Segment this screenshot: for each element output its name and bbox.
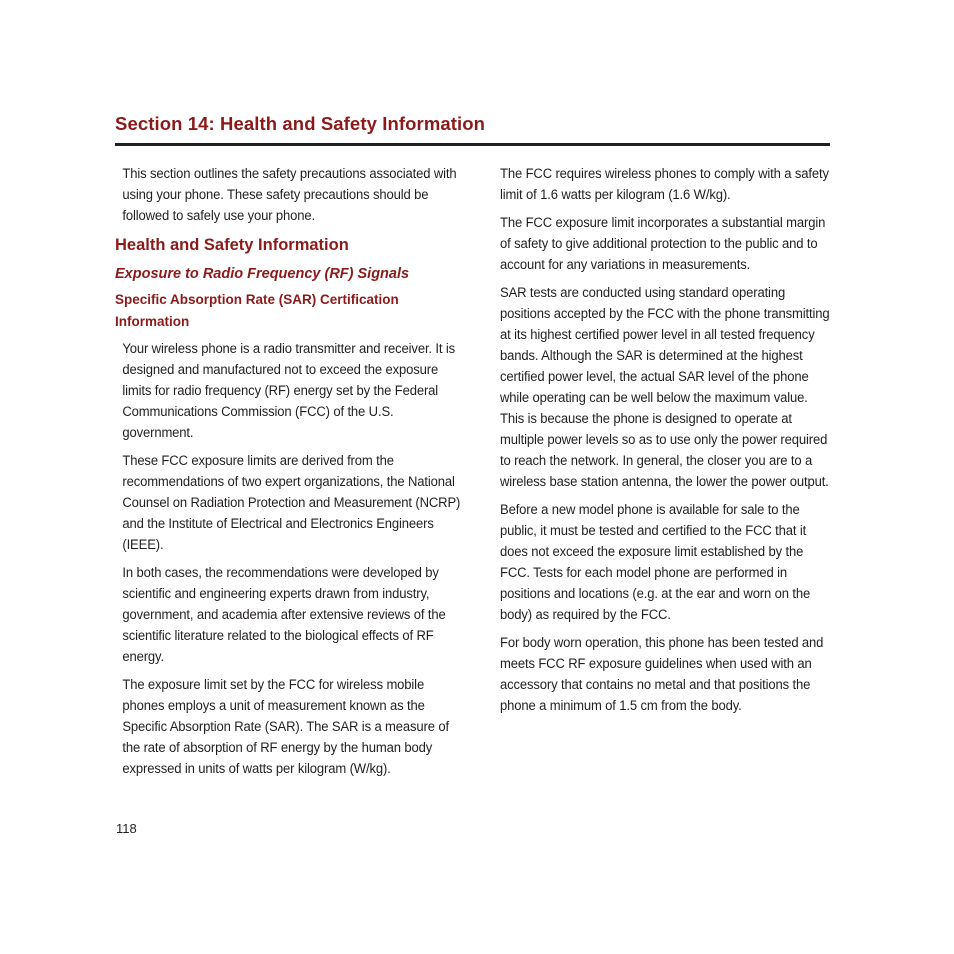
body-paragraph: Before a new model phone is available for sale to the public, it must be tested and certified to the FCC that it does not exceed the exposure limit established by the FCC. Tests for each model phone are performed in positions and locations (e.g. at the ear and worn on the body) as required by the FCC. xyxy=(500,502,811,623)
health-safety-heading: Health and Safety Information xyxy=(115,236,349,254)
body-paragraph: The FCC requires wireless phones to comply with a safety limit of 1.6 watts per kilogram (1.6 W/kg). xyxy=(500,166,829,203)
body-paragraph: SAR tests are conducted using standard operating positions accepted by the FCC with the phone transmitting at its highest certified power level in all tested frequency bands. Although the SAR is determined at the highest certified power level, the actual SAR level of the phone while operating can be well below the maximum value. This is because the phone is designed to operate at multiple power levels so as to use only the power required to reach the network. In general, the closer you are to a wireless base station antenna, the lower the power output. xyxy=(500,285,830,490)
right-column xyxy=(500,164,832,724)
body-paragraph: Your wireless phone is a radio transmitter and receiver. It is designed and manufactured not to exceed the exposure limits for radio frequency (RF) energy set by the Federal Communications Commission (FCC) of the U.S. government. xyxy=(122,341,456,441)
body-paragraph: The exposure limit set by the FCC for wireless mobile phones employs a unit of measurement known as the Specific Absorption Rate (SAR). The SAR is a measure of the rate of absorption of RF energy by the human body expressed in units of watts per kilogram (W/kg). xyxy=(122,677,449,777)
left-column xyxy=(115,164,460,787)
section-title: Section 14: Health and Safety Information xyxy=(115,113,486,134)
rf-exposure-heading: Exposure to Radio Frequency (RF) Signals xyxy=(115,266,410,282)
intro-paragraph: This section outlines the safety precautions associated with using your phone. These safety precautions should be followed to safely use your phone. xyxy=(122,166,457,224)
page-number: 118 xyxy=(116,821,137,836)
body-paragraph: These FCC exposure limits are derived from the recommendations of two expert organizations, the National Counsel on Radiation Protection and Measurement (NCRP) and the Institute of Electrical and Electronics Engineers (IEEE). xyxy=(122,453,461,553)
title-divider xyxy=(115,143,830,146)
body-paragraph: The FCC exposure limit incorporates a substantial margin of safety to give additional protection to the public and to account for any variations in measurements. xyxy=(500,215,826,273)
body-paragraph: In both cases, the recommendations were developed by scientific and engineering experts drawn from industry, government, and academia after extensive reviews of the scientific literature related to the biological effects of RF energy. xyxy=(122,565,446,665)
sar-certification-heading: Specific Absorption Rate (SAR) Certification Information xyxy=(115,292,399,329)
body-paragraph: For body worn operation, this phone has been tested and meets FCC RF exposure guidelines when used with an accessory that contains no metal and that positions the phone a minimum of 1.5 cm from the body. xyxy=(500,635,824,714)
